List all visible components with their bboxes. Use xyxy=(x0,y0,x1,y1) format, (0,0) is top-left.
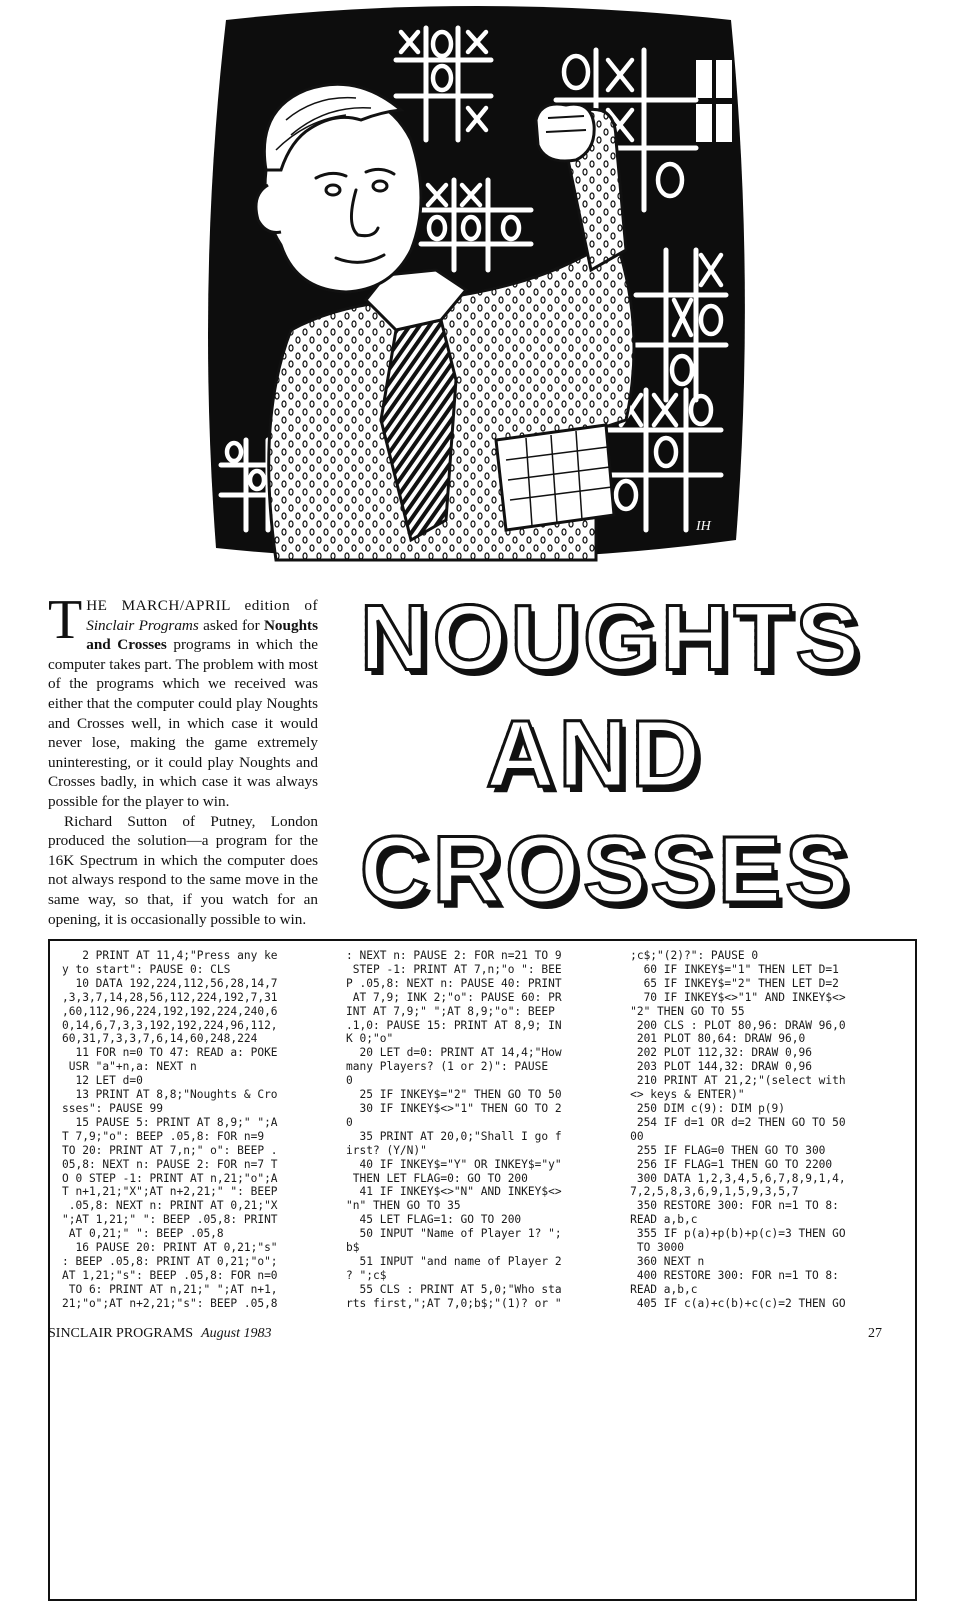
cartoon-illustration xyxy=(196,0,756,570)
listing-column-1: 2 PRINT AT 11,4;"Press any ke y to start": PAUSE 0: CLS 10 DATA 192,224,112,56,28,14,7 ,3,3,7,14,28,56,112,224,192,7,31 ,60,112,96,224,192,192,224,240,6 0,14,6,7,3,3,192,192,224,96,112, 60,31,7,3,3,7,6,14,60,248,224 11 FOR n=0 TO 47: READ a: POKE USR "a"+n,a: NEXT n 12 LET d=0 13 PRINT AT 8,8;"Noughts & Cro sses": PAUSE 99 15 PAUSE 5: PRINT AT 8,9;" ";A T 7,9;"o": BEEP .05,8: FOR n=9 TO 20: PRINT AT 7,n;" o": BEEP . 05,8: NEXT n: PAUSE 2: FOR n=7 T O 0 STEP -1: PRINT AT n,21;"o";A T n+1,21;"X";AT n+2,21;" ": BEEP .05,8: NEXT n: PRINT AT 0,21;"X ";AT 1,21;" ": BEEP .05,8: PRINT AT 0,21;" ": BEEP .05,8 16 PAUSE 20: PRINT AT 0,21;"s" : BEEP .05,8: PRINT AT 0,21;"o"; AT 1,21;"s": BEEP .05,8: FOR n=0 TO 6: PRINT AT n,21;" ";AT n+1, 21;"o";AT n+2,21;"s": BEEP .05,8 xyxy=(62,949,278,1310)
page-number: 27 xyxy=(868,1326,882,1341)
drop-cap: T xyxy=(48,589,83,651)
intro-lead-caps: HE MARCH/APRIL edition of xyxy=(86,597,318,614)
title-line-noughts: NOUGHTS xyxy=(360,586,863,690)
intro-paragraph-2: Richard Sutton of Putney, London produced the solution—a program for the 16K Spectrum in which the computer does not always respond to the same move in the same way, so that, if you watch for an opening, it is occasionally possible to win. xyxy=(48,812,318,928)
title-line-and: AND xyxy=(360,704,830,804)
listing-column-3: ;c$;"(2)?": PAUSE 0 60 IF INKEY$="1" THEN LET D=1 65 IF INKEY$="2" THEN LET D=2 70 IF INKEY$<>"1" AND INKEY$<> "2" THEN GO TO 55 200 CLS : PLOT 80,96: DRAW 96,0 201 PLOT 80,64: DRAW 96,0 202 PLOT 112,32: DRAW 0,96 203 PLOT 144,32: DRAW 0,96 210 PRINT AT 21,2;"(select with <> keys & ENTER)" 250 DIM c(9): DIM p(9) 254 IF d=1 OR d=2 THEN GO TO 50 00 255 IF FLAG=0 THEN GO TO 300 256 IF FLAG=1 THEN GO TO 2200 300 DATA 1,2,3,4,5,6,7,8,9,1,4, 7,2,5,8,3,6,9,1,5,9,3,5,7 350 RESTORE 300: FOR n=1 TO 8: READ a,b,c 355 IF p(a)+p(b)+p(c)=3 THEN GO TO 3000 360 NEXT n 400 RESTORE 300: FOR n=1 TO 8: READ a,b,c 405 IF c(a)+c(b)+c(c)=2 THEN GO xyxy=(630,949,846,1310)
intro-text-a: asked for xyxy=(203,616,260,634)
article-title xyxy=(360,586,863,933)
magazine-name: Sinclair Programs xyxy=(86,616,199,634)
intro-article xyxy=(48,589,318,929)
program-listing xyxy=(48,939,917,1601)
intro-paragraph-1 xyxy=(48,589,318,812)
program-title-bold: Noughts and Crosses xyxy=(86,616,318,654)
intro-text-b: programs in which the computer takes part. The problem with most of the programs which we received was either that the computer could play Noughts and Crosses well, in which case it would never lose, making the game extremely uninteresting, or it could play Noughts and Crosses badly, in which case it was always possible for the player to win. xyxy=(48,636,318,810)
footer-magazine: SINCLAIR PROGRAMS xyxy=(48,1326,194,1341)
listing-column-2: : NEXT n: PAUSE 2: FOR n=21 TO 9 STEP -1: PRINT AT 7,n;"o ": BEE P .05,8: NEXT n: PAUSE 40: PRINT AT 7,9; INK 2;"o": PAUSE 60: PR INT AT 7,9;" ";AT 8,9;"o": BEEP .1,0: PAUSE 15: PRINT AT 8,9; IN K 0;"o" 20 LET d=0: PRINT AT 14,4;"How many Players? (1 or 2)": PAUSE 0 25 IF INKEY$="2" THEN GO TO 50 30 IF INKEY$<>"1" THEN GO TO 2 0 35 PRINT AT 20,0;"Shall I go f irst? (Y/N)" 40 IF INKEY$="Y" OR INKEY$="y" THEN LET FLAG=0: GO TO 200 41 IF INKEY$<>"N" AND INKEY$<> "n" THEN GO TO 35 45 LET FLAG=1: GO TO 200 50 INPUT "Name of Player 1? "; b$ 51 INPUT "and name of Player 2 ? ";c$ 55 CLS : PRINT AT 5,0;"Who sta rts first,";AT 7,0;b$;"(1)? or " xyxy=(346,949,562,1310)
title-line-crosses: CROSSES xyxy=(360,817,853,923)
footer-date: August 1983 xyxy=(201,1326,272,1341)
artist-signature: IH xyxy=(696,519,711,534)
page-footer xyxy=(48,1326,271,1342)
